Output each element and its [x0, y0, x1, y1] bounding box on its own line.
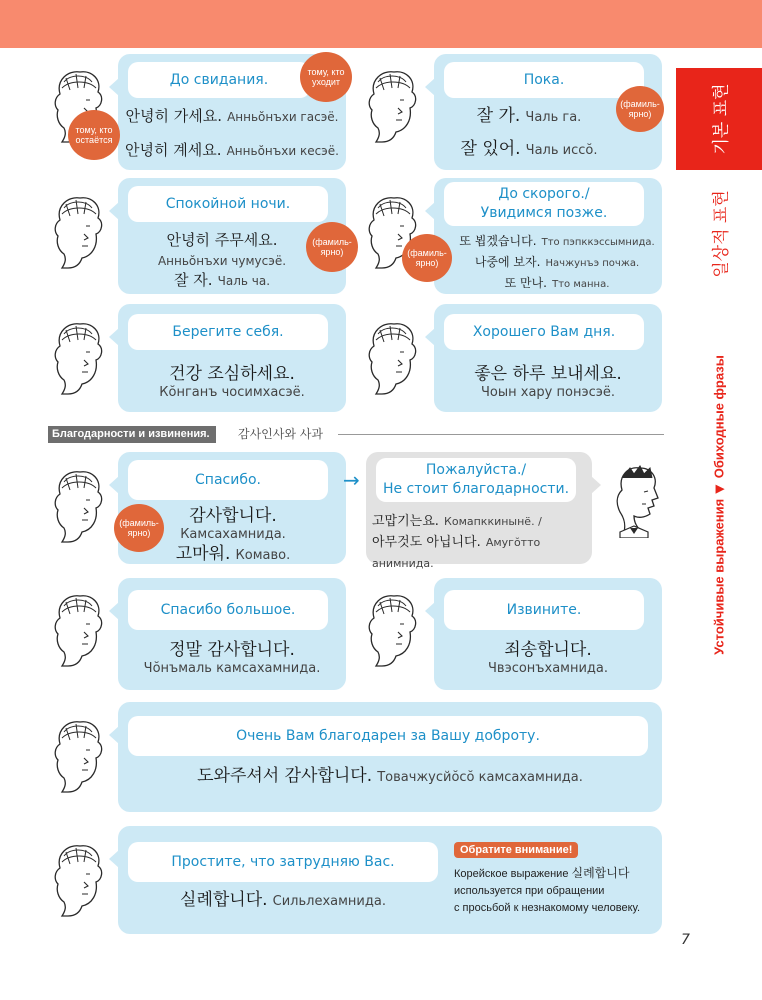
face-girl-icon	[46, 318, 108, 396]
phrase-title: Хорошего Вам дня.	[444, 314, 644, 350]
phrase-card-take-care	[118, 304, 346, 412]
phrase-card-you-are-welcome	[366, 452, 592, 570]
phrase-title: До скорого./ Увидимся позже.	[444, 182, 644, 226]
section-divider	[338, 434, 664, 435]
face-man-icon	[604, 460, 666, 538]
transcription: Чаль ча.	[217, 274, 271, 288]
section-header	[48, 424, 664, 444]
face-girl-icon	[46, 590, 108, 668]
phrase-title: Пока.	[444, 62, 644, 98]
korean-phrase: 나중에 보자.	[474, 254, 541, 269]
phrase-title: Простите, что затрудняю Вас.	[128, 842, 438, 882]
note-bubble: (фамиль-ярно)	[402, 234, 452, 282]
face-girl-icon	[360, 66, 422, 144]
transcription: Тто пэпккэссымнида.	[541, 237, 655, 248]
side-breadcrumb	[676, 320, 762, 690]
transcription: анимнида.	[372, 556, 434, 570]
phrase-title: Пожалуйста./ Не стоит благодарности.	[376, 458, 576, 502]
attention-note: Корейское выражение 실례합니다 используется при обращении с просьбой к незнакомому человеку.	[454, 866, 641, 915]
face-girl-icon	[46, 466, 108, 544]
section-title-ko: 감사인사와 사과	[238, 427, 323, 441]
korean-phrase: 죄송합니다.	[504, 640, 592, 660]
note-bubble: тому, кто остаётся	[68, 110, 120, 160]
transcription: Кŏнганъ чосимхасэё.	[159, 385, 305, 401]
transcription: Комаво.	[235, 547, 291, 563]
phrase-title: Спасибо большое.	[128, 590, 328, 630]
transcription: Комапккинынё. /	[444, 515, 542, 528]
note-bubble: (фамиль-ярно)	[114, 504, 164, 552]
transcription: Камсахамнида.	[180, 527, 286, 543]
phrase-title: Очень Вам благодарен за Вашу доброту.	[128, 716, 648, 756]
face-girl-icon	[46, 192, 108, 270]
note-bubble: тому, кто уходит	[300, 52, 352, 102]
korean-phrase: 안녕히 가세요.	[125, 107, 222, 125]
phrase-title: До свидания.	[128, 62, 310, 98]
face-girl-icon	[46, 840, 108, 918]
phrase-card-nice-day	[434, 304, 662, 412]
reply-arrow-icon: →	[343, 468, 360, 492]
transcription: Анньŏнъхи чумусэё.	[157, 254, 287, 268]
transcription: Чвэсонъхамнида.	[488, 661, 608, 677]
side-tab-everyday-expressions[interactable]	[676, 178, 762, 290]
side-tab-everyday-label: 일상적 표현	[711, 190, 732, 278]
korean-phrase: 정말 감사합니다.	[169, 640, 295, 660]
transcription: Начжунъэ почжа.	[545, 257, 640, 269]
phrase-title: Спокойной ночи.	[128, 186, 328, 222]
attention-tag: Обратите внимание!	[454, 842, 578, 858]
phrase-card-grateful	[118, 702, 662, 812]
korean-phrase: 도와주셔서 감사합니다.	[197, 766, 373, 786]
transcription: Чŏнъмаль камсахамнида.	[143, 661, 321, 677]
korean-phrase: 좋은 하루 보내세요.	[474, 364, 622, 384]
phrase-card-see-you	[434, 178, 662, 294]
face-girl-icon	[360, 590, 422, 668]
face-girl-icon	[360, 318, 422, 396]
korean-phrase: 또 뵙겠습니다.	[459, 234, 537, 248]
breadcrumb-right: Обиходные фразы	[711, 355, 727, 479]
face-girl-icon	[46, 716, 108, 794]
note-bubble: (фамиль-ярно)	[306, 222, 358, 272]
section-title-ru: Благодарности и извинения.	[48, 426, 216, 443]
transcription: Товачжусйŏсŏ камсахамнида.	[377, 770, 583, 785]
transcription: Амугŏтто	[485, 535, 541, 549]
breadcrumb-arrow-icon: ▶	[715, 483, 725, 496]
phrase-card-sorry	[434, 578, 662, 690]
phrase-title: Берегите себя.	[128, 314, 328, 350]
korean-phrase: 건강 조심하세요.	[169, 364, 295, 384]
korean-phrase: 고맙기는요.	[372, 514, 439, 529]
phrase-card-thanks-a-lot	[118, 578, 346, 690]
transcription: Анньŏнъхи гасэё.	[227, 110, 339, 124]
korean-phrase: 실례합니다.	[180, 890, 268, 910]
transcription: Сильлехамнида.	[272, 894, 386, 909]
korean-phrase: 잘 자.	[173, 271, 213, 289]
side-tab-basic-expressions[interactable]	[676, 68, 762, 170]
transcription: Тто манна.	[552, 278, 610, 290]
korean-phrase: 잘 있어.	[460, 139, 521, 160]
korean-phrase: 안녕히 계세요.	[125, 141, 222, 159]
transcription: Чоын хару понэсэё.	[481, 385, 615, 401]
breadcrumb-left: Устойчивые выражения	[711, 498, 727, 655]
korean-phrase: 안녕히 주무세요.	[166, 231, 278, 249]
korean-phrase: 감사합니다.	[189, 506, 277, 526]
transcription: Чаль иссŏ.	[525, 143, 598, 159]
korean-phrase: 잘 가.	[476, 106, 521, 126]
phrase-title: Спасибо.	[128, 460, 328, 500]
note-bubble: (фамиль-ярно)	[616, 86, 664, 132]
side-tab-basic-label: 기본 표현	[711, 83, 732, 155]
korean-phrase: 또 만나.	[504, 275, 547, 290]
transcription: Анньŏнъхи кесэё.	[226, 144, 339, 158]
top-color-bar	[0, 0, 762, 48]
page-number: 7	[681, 932, 690, 948]
phrase-title: Извините.	[444, 590, 644, 630]
korean-phrase: 아무것도 아닙니다.	[372, 534, 481, 550]
korean-phrase: 고마워.	[175, 543, 231, 564]
transcription: Чаль га.	[525, 110, 582, 125]
